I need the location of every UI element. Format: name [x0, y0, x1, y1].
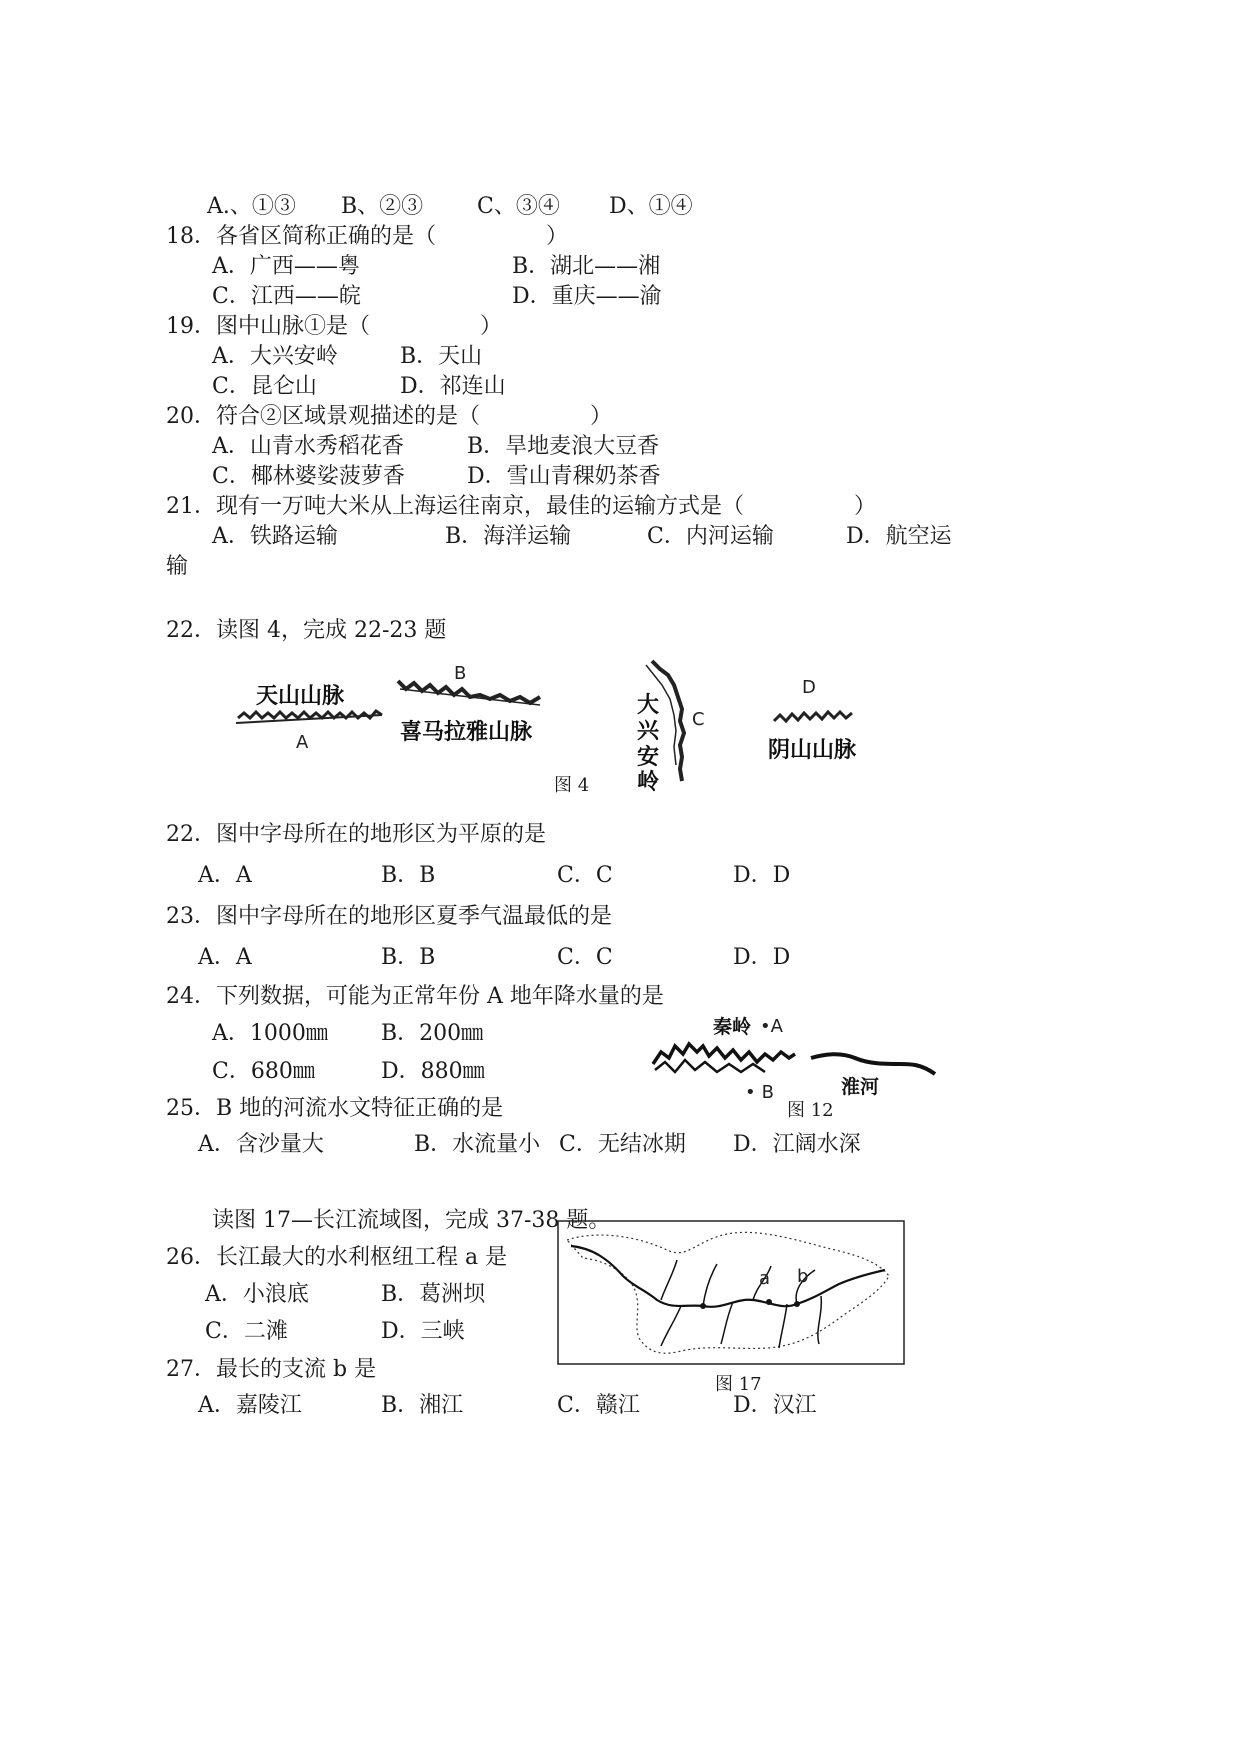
q20-option-a: A．山青水秀稻花香 — [212, 434, 404, 459]
figure-4 — [230, 655, 870, 795]
q26-option-d: D．三峡 — [381, 1319, 465, 1344]
q21-option-a: A．铁路运输 — [212, 524, 338, 549]
figure-17 — [557, 1220, 907, 1395]
q25-option-a: A．含沙量大 — [198, 1132, 324, 1157]
q24-option-c: C．680㎜ — [212, 1059, 315, 1084]
q23-stem: 23．图中字母所在的地形区夏季气温最低的是 — [166, 904, 612, 929]
q18-option-a: A．广西——粤 — [212, 254, 360, 279]
label-qinling: 秦岭 — [713, 1016, 752, 1038]
q25-option-b: B．水流量小 — [414, 1132, 541, 1157]
q22-option-c: C．C — [557, 863, 613, 888]
label-point-a: •A — [760, 1016, 783, 1037]
label-yinshan: 阴山山脉 — [768, 738, 857, 763]
q20-option-b: B．旱地麦浪大豆香 — [467, 434, 660, 459]
q19-option-b: B．天山 — [400, 344, 483, 369]
q24-stem: 24．下列数据，可能为正常年份 A 地年降水量的是 — [166, 984, 664, 1009]
label-dam-a: a — [759, 1268, 771, 1289]
label-b: B — [454, 663, 467, 684]
label-point-b: • B — [745, 1082, 774, 1103]
q19-stem: 19．图中山脉①是（ ） — [166, 314, 502, 339]
q18-stem: 18．各省区简称正确的是（ ） — [166, 224, 568, 249]
q21-option-b: B．海洋运输 — [445, 524, 572, 549]
q19-option-a: A．大兴安岭 — [212, 344, 338, 369]
label-daxinganling-3: 安 — [637, 745, 660, 770]
q26-option-b: B．葛洲坝 — [381, 1282, 486, 1307]
q25-option-c: C．无结冰期 — [559, 1132, 686, 1157]
figure-4-caption: 图 4 — [554, 775, 590, 796]
q17-option-b: B、②③ — [341, 194, 424, 219]
figure-4-mountain-sketch — [230, 655, 870, 795]
q20-option-d: D．雪山青稞奶茶香 — [467, 464, 661, 489]
q22-intro: 22．读图 4，完成 22-23 题 — [166, 618, 447, 643]
q20-stem: 20．符合②区域景观描述的是（ ） — [166, 404, 612, 429]
figure-12 — [645, 1008, 945, 1123]
q26-option-c: C．二滩 — [205, 1319, 288, 1344]
q21-option-d: D．航空运 — [846, 524, 952, 549]
q23-option-a: A．A — [198, 945, 252, 970]
q27-option-d: D．汉江 — [733, 1393, 817, 1418]
figure-17-caption: 图 17 — [715, 1374, 762, 1395]
q23-option-c: C．C — [557, 945, 613, 970]
label-a: A — [296, 732, 309, 753]
label-point-b-text: B — [761, 1082, 774, 1103]
q21-stem: 21．现有一万吨大米从上海运往南京，最佳的运输方式是（ ） — [166, 494, 876, 519]
q27-stem: 27．最长的支流 b 是 — [166, 1357, 377, 1382]
q19-option-c: C．昆仑山 — [212, 374, 317, 399]
label-tianshan: 天山山脉 — [256, 684, 345, 709]
q26-option-a: A．小浪底 — [205, 1282, 309, 1307]
q18-option-b: B．湖北——湘 — [512, 254, 661, 279]
label-huaihe: 淮河 — [841, 1076, 880, 1098]
label-daxinganling-2: 兴 — [637, 719, 660, 744]
q23-option-b: B．B — [381, 945, 436, 970]
q22-option-d: D．D — [733, 863, 791, 888]
figure-17-yangtze-basin-map — [557, 1220, 907, 1395]
q26-stem: 26．长江最大的水利枢纽工程 a 是 — [166, 1245, 508, 1270]
q17-option-d: D、①④ — [609, 194, 693, 219]
q21-option-d-wrap: 输 — [166, 554, 189, 579]
q17-option-a: A.、①③ — [207, 194, 296, 219]
label-point-a-text: A — [770, 1016, 783, 1037]
label-daxinganling-1: 大 — [637, 693, 660, 718]
q27-option-a: A．嘉陵江 — [198, 1393, 302, 1418]
q27-option-c: C．赣江 — [557, 1393, 640, 1418]
q25-option-d: D．江阔水深 — [733, 1132, 861, 1157]
q20-option-c: C．椰林婆娑菠萝香 — [212, 464, 405, 489]
label-c: C — [692, 709, 705, 730]
q23-option-d: D．D — [733, 945, 791, 970]
q21-option-c: C．内河运输 — [647, 524, 774, 549]
label-tributary-b: b — [797, 1266, 809, 1287]
q22-stem: 22．图中字母所在的地形区为平原的是 — [166, 822, 546, 847]
label-himalaya: 喜马拉雅山脉 — [400, 720, 533, 745]
q19-option-d: D．祁连山 — [400, 374, 506, 399]
q18-option-c: C．江西——皖 — [212, 284, 361, 309]
q22-option-a: A．A — [198, 863, 252, 888]
q18-option-d: D．重庆——渝 — [512, 284, 662, 309]
q25-stem: 25．B 地的河流水文特征正确的是 — [166, 1096, 504, 1121]
q24-option-d: D．880㎜ — [381, 1059, 485, 1084]
q26-intro: 读图 17—长江流域图，完成 37-38 题。 — [212, 1208, 611, 1233]
q22-option-b: B．B — [381, 863, 436, 888]
q24-option-a: A．1000㎜ — [212, 1021, 328, 1046]
label-daxinganling-4: 岭 — [637, 770, 660, 795]
q17-option-c: C、③④ — [477, 194, 560, 219]
q24-option-b: B．200㎜ — [381, 1021, 484, 1046]
label-d: D — [802, 677, 816, 698]
q27-option-b: B．湘江 — [381, 1393, 464, 1418]
figure-12-caption: 图 12 — [787, 1100, 834, 1121]
